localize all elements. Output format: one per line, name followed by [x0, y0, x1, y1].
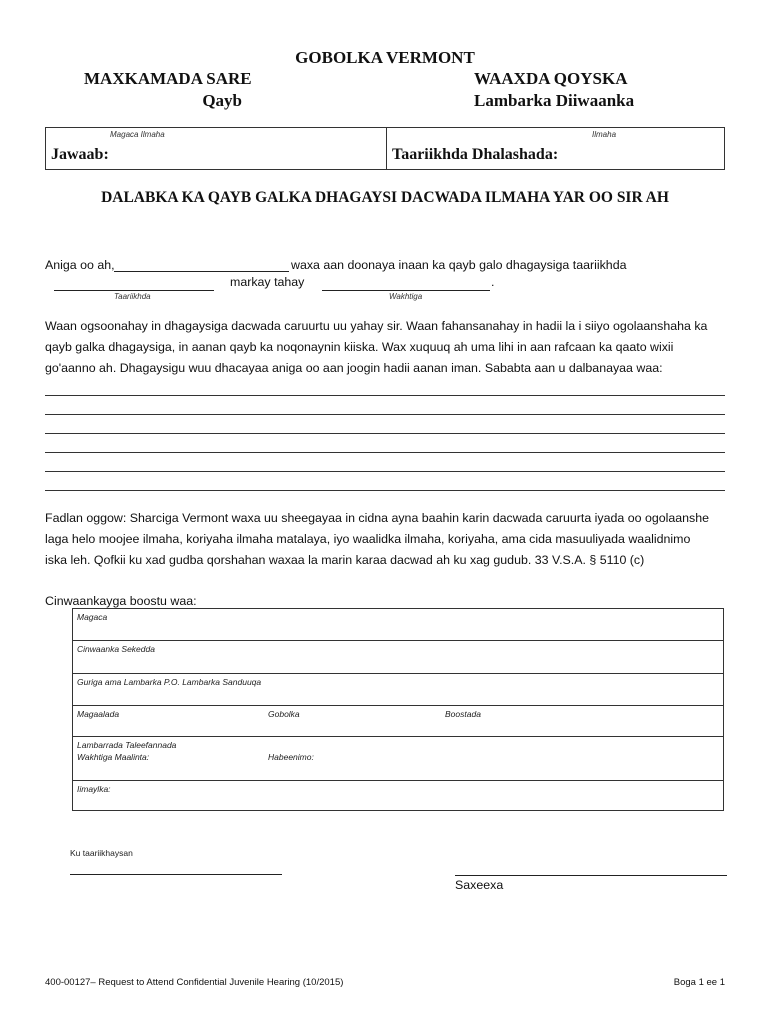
- zip-caption: Boostada: [445, 709, 481, 719]
- court-heading: MAXKAMADA SARE: [84, 69, 252, 88]
- name-caption: Magaca: [77, 612, 108, 622]
- phone-caption: Lambarrada Taleefannada: [77, 740, 177, 750]
- time-caption: Wakhtiga: [389, 292, 423, 301]
- state-caption: Gobolka: [268, 709, 300, 719]
- email-row[interactable]: [72, 780, 724, 811]
- date-caption: Taariikhda: [114, 292, 151, 301]
- town-caption: Magaalada: [77, 709, 120, 719]
- reason-line[interactable]: [45, 471, 725, 472]
- notice-line: Fadlan oggow: Sharciga Vermont waxa uu sheegayaa in cidna ayna baahin karin dacwada caruurta iyada oo ogolaanshe: [45, 511, 710, 525]
- secondary-address-row[interactable]: [72, 640, 724, 674]
- statement-line: qayb galka dhagaysiga, in aanan qayb ka noqonaynin kiiska. Wax xuquuq ah uma lihi in aan rafcaan ka qaato wixii: [45, 340, 674, 354]
- statement-line: go'aanno ah. Dhagaysigu wuu dhacayaa aniga oo aan joogin hadii aanan iman. Sababta aan u dalbanayaa waa:: [45, 361, 663, 375]
- form-title: DALABKA KA QAYB GALKA DHAGAYSI DACWADA ILMAHA YAR OO SIR AH: [101, 189, 669, 206]
- reason-line[interactable]: [45, 452, 725, 453]
- reason-line[interactable]: [45, 414, 725, 415]
- request-middle: markay tahay: [230, 275, 305, 289]
- case-box-divider: [386, 128, 387, 169]
- address-heading: Cinwaankayga boostu waa:: [45, 594, 197, 608]
- child-caption: Ilmaha: [592, 130, 617, 139]
- reason-line[interactable]: [45, 395, 725, 396]
- street-caption: Guriga ama Lambarka P.O. Lambarka Sanduuqa: [77, 677, 262, 687]
- date-signed-field[interactable]: [70, 874, 282, 875]
- case-caption-box: [45, 127, 725, 170]
- request-end-period: .: [491, 275, 495, 289]
- statement-paragraph: [45, 316, 735, 379]
- statement-line: Waan ogsoonahay in dhagaysiga dacwada caruurtu uu yahay sir. Waan fahansanahay in hadii la i siiyo ogolaanshaha ka: [45, 319, 708, 333]
- state-heading: GOBOLKA VERMONT: [295, 48, 475, 67]
- reason-line[interactable]: [45, 490, 725, 491]
- request-line-end: waxa aan doonaya inaan ka qayb galo dhagaysiga taariikhda: [291, 258, 627, 272]
- secondary-address-caption: Cinwaanka Sekedda: [77, 644, 155, 654]
- respondent-label[interactable]: Jawaab:: [51, 146, 109, 163]
- email-caption: Iimaylka:: [77, 784, 111, 794]
- division-heading: WAAXDA QOYSKA: [474, 69, 628, 88]
- hearing-time-field[interactable]: [322, 290, 490, 291]
- child-name-caption: Magaca Ilmaha: [110, 130, 165, 139]
- docket-heading: Lambarka Diiwaanka: [474, 91, 635, 110]
- notice-line: iska leh. Qofkii ku xad gudba qorshahan waxaa la marin karaa dacwad ah ku xag gudub. 33 V.S.A. § 5110 (c): [45, 553, 645, 567]
- phone-row[interactable]: [72, 736, 724, 781]
- birthdate-label[interactable]: Taariikhda Dhalashada:: [392, 146, 559, 163]
- street-row[interactable]: [72, 673, 724, 706]
- date-signed-label: Ku taariikhaysan: [70, 848, 133, 858]
- day-phone-caption: Wakhtiga Maalinta:: [77, 752, 150, 762]
- evening-phone-caption: Habeenimo:: [268, 752, 314, 762]
- request-line-start: Aniga oo ah,: [45, 258, 115, 272]
- notice-paragraph: [45, 508, 735, 571]
- signature-label: Saxeexa: [455, 878, 504, 892]
- hearing-date-field[interactable]: [54, 290, 214, 291]
- reason-line[interactable]: [45, 433, 725, 434]
- signature-field[interactable]: [455, 875, 727, 876]
- name-row[interactable]: [72, 608, 724, 641]
- town-row[interactable]: [72, 705, 724, 737]
- notice-line: laga helo moojee ilmaha, koriyaha ilmaha matalaya, iyo waalidka ilmaha, koriyaha, ama cida masuuliyada waalidnimo: [45, 532, 691, 546]
- page-number: Boga 1 ee 1: [673, 977, 725, 988]
- unit-heading: Qayb: [202, 91, 242, 110]
- form-id: 400-00127– Request to Attend Confidential Juvenile Hearing (10/2015): [45, 977, 344, 988]
